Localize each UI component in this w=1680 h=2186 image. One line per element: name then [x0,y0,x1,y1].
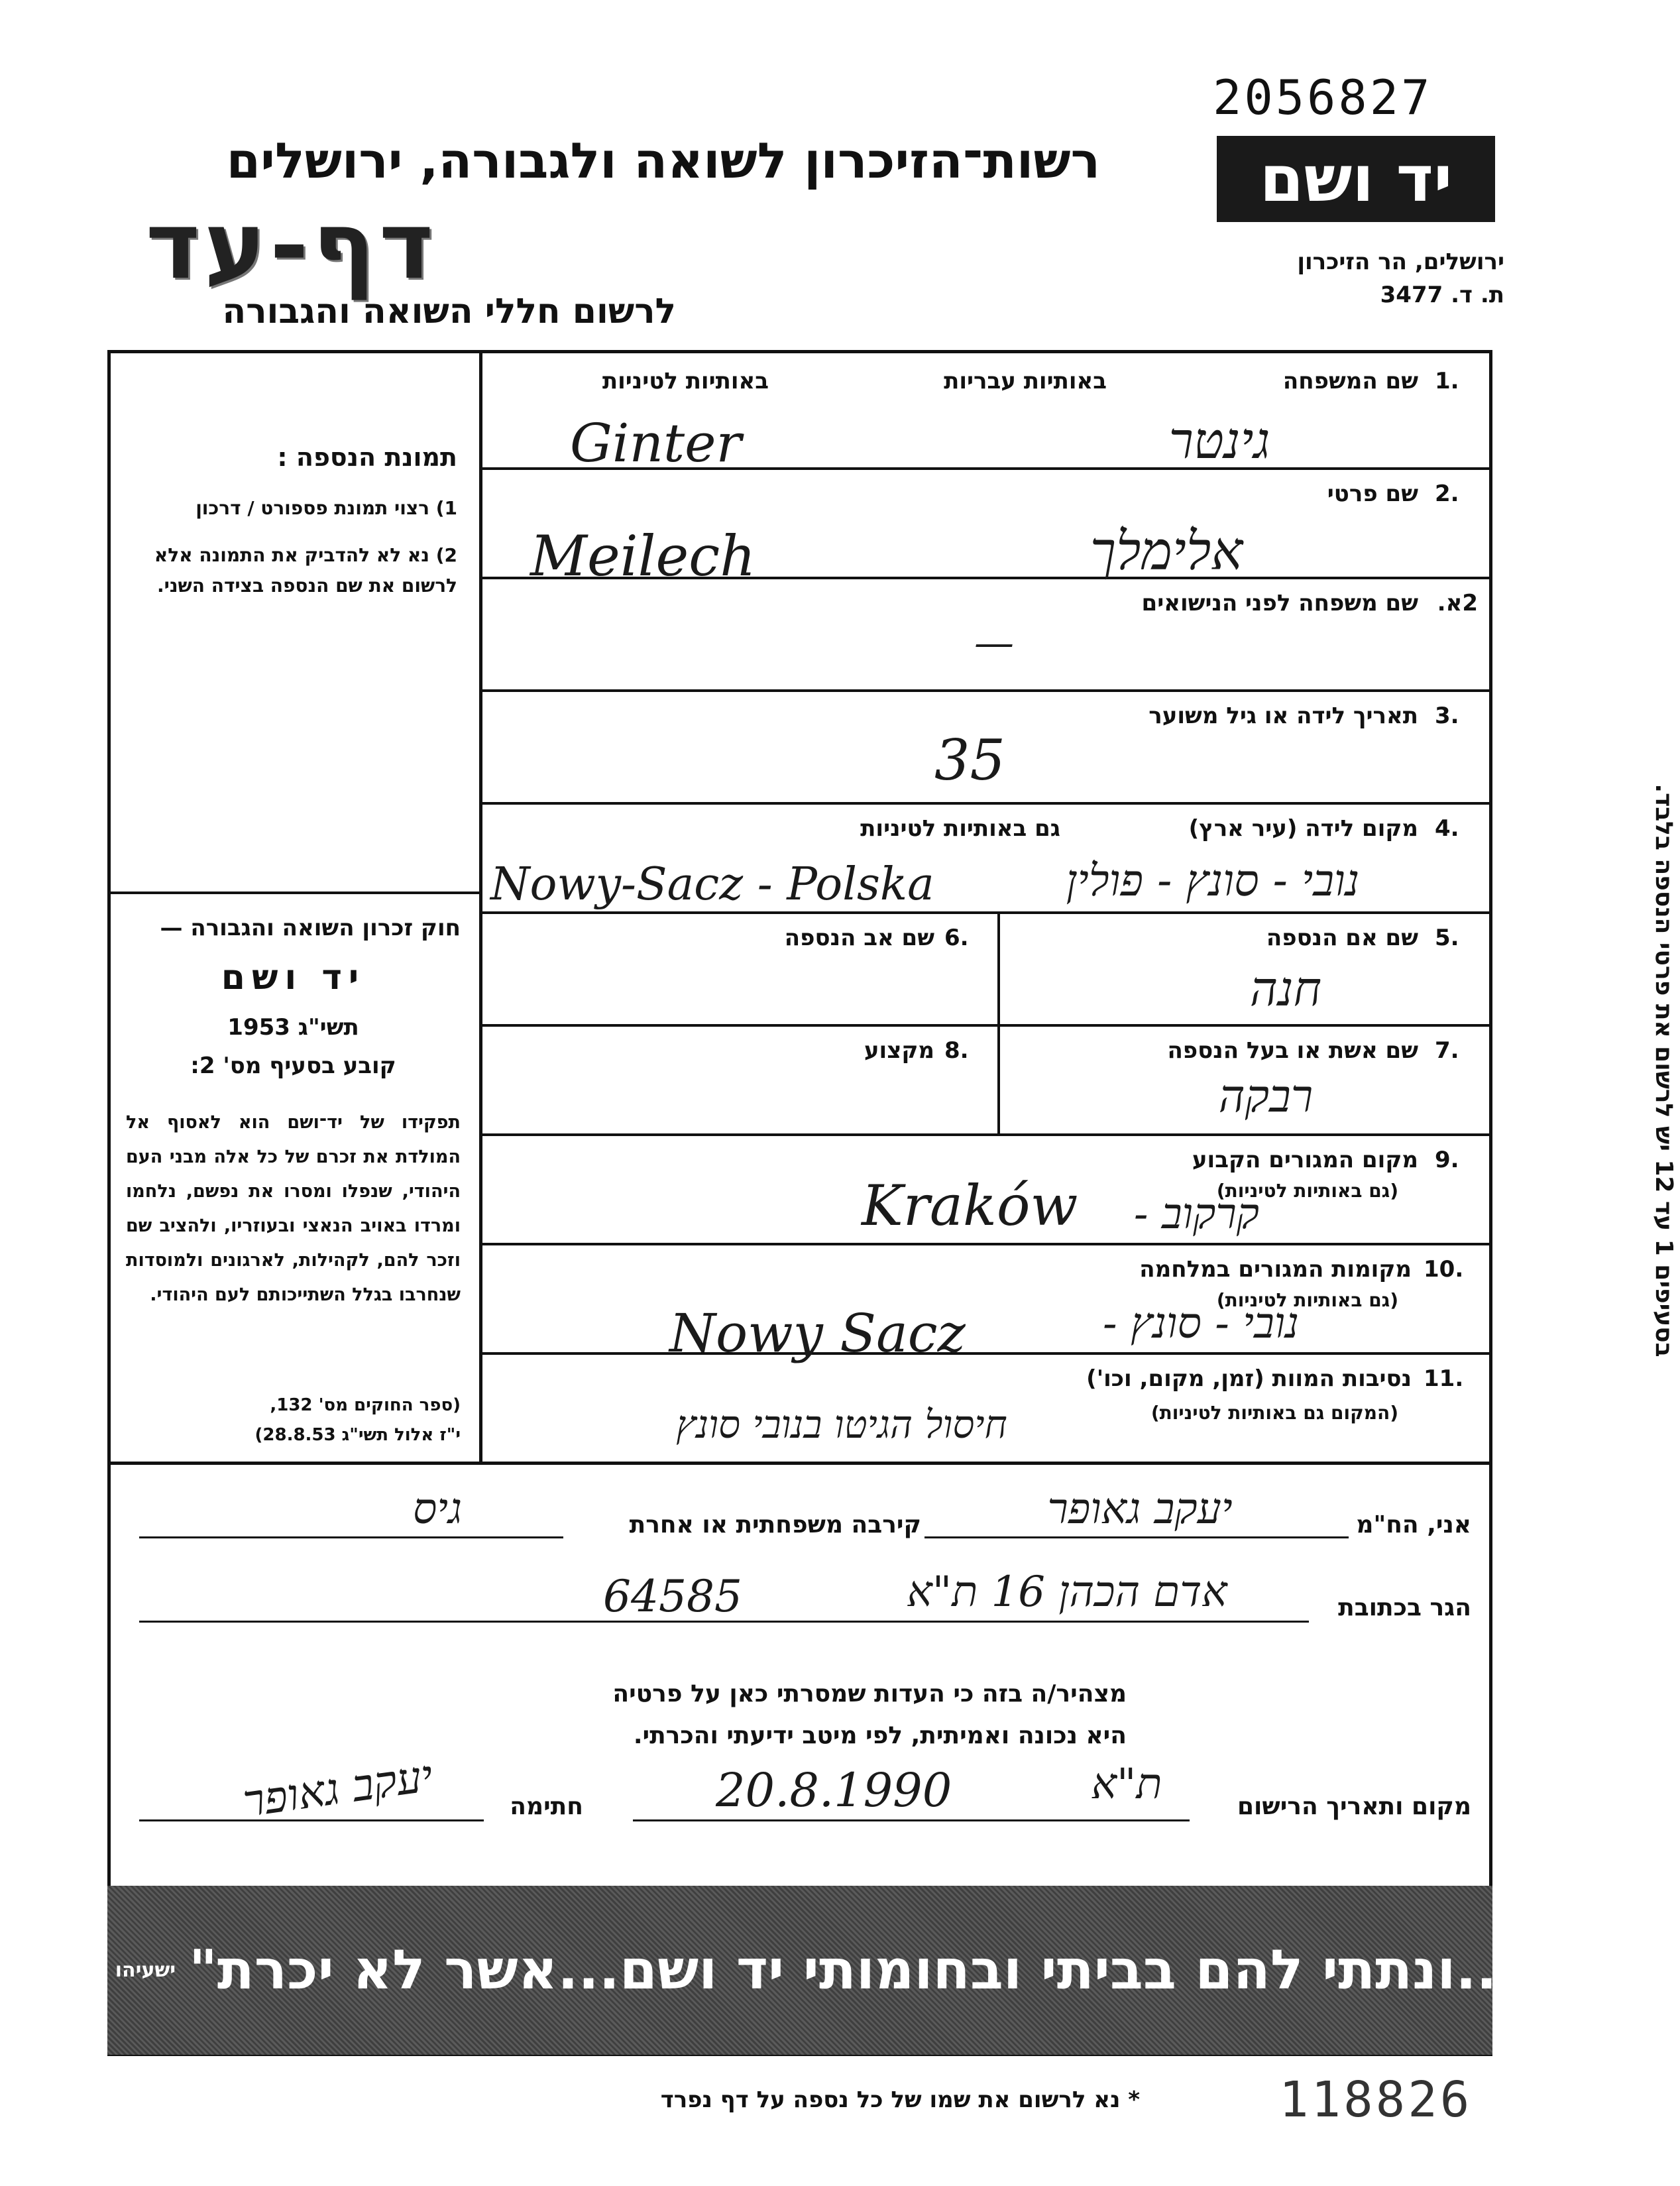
field-3-label: תאריך לידה או גיל משוער [1148,703,1418,729]
signature-label: חתימה [510,1793,583,1820]
field-2a-number: 2א. [1437,590,1478,616]
address-value[interactable]: אדם הכהן 16 ת"א [907,1568,1227,1617]
law-year: תשי"ג 1953 [227,1014,359,1041]
field-1-hebrew-header: באותיות עבריות [944,368,1107,394]
serial-number: 2056827 [1213,70,1433,125]
field-2a-value[interactable]: — [974,620,1014,666]
law-title: חוק זכרון השואה והגבורה — [160,915,461,941]
column-divider [479,350,482,1465]
signature-value[interactable]: יעקב גאופר [239,1750,436,1827]
row-sep [479,1243,1492,1245]
photo-item-2: 2) נא לא להדביק את התמונה אלא לרשום את שם הנספה בצידה השני. [154,544,457,597]
field-11-number: 11. [1424,1365,1464,1392]
field-10-number: 10. [1424,1256,1464,1283]
field-10-latin-value[interactable]: Nowy Sacz [669,1302,966,1364]
place-date-line [633,1819,1190,1821]
date-value[interactable]: 20.8.1990 [716,1763,952,1817]
row-sep [479,1024,1492,1027]
left-column-divider [107,892,482,894]
banner-quote: "...ונתתי להם בביתי ובחומותי יד ושם...אשר לא יכרת" [189,1939,1546,2002]
field-5-number: 5. [1435,925,1459,951]
field-9-latin-value[interactable]: Kraków [862,1173,1078,1238]
field-11-value[interactable]: חיסול הגיטו בנובי סונץ [676,1402,1007,1447]
address-line: ירושלים, הר הזיכרון [1297,249,1504,275]
form-subtitle: לרשום חללי השואה והגבורה [222,292,676,331]
logo-text: יד ושם [1259,142,1453,216]
photo-title: תמונת הנספה : [277,443,457,472]
field-9-note: (גם באותיות לטיניות) [1216,1180,1398,1202]
row-split [997,911,1000,1133]
fields-bottom-divider [107,1462,1492,1465]
row-sep [479,689,1492,692]
field-11-note: (המקום גם באותיות לטיניות) [1150,1402,1398,1424]
row-sep [479,1133,1492,1136]
field-9-label: מקום המגורים הקבוע [1192,1147,1418,1173]
law-source-1: (ספר החוקים מס' 132, [270,1395,461,1415]
field-1-latin-value[interactable]: Ginter [570,412,742,474]
relation-label: קירבה משפחתית או אחרת [629,1511,921,1538]
field-2-number: 2. [1435,481,1459,507]
field-1-latin-header: באותיות לטיניות [602,368,769,394]
field-4-number: 4. [1435,815,1459,842]
field-1-label: שם המשפחה [1282,368,1418,394]
po-box: ת. ד. 3477 [1380,282,1504,308]
law-source-2: י"ז אלול תשי"ג 28.8.53) [254,1425,461,1445]
place-date-label: מקום ותאריך הרישום [1237,1793,1471,1820]
field-4-hebrew-value[interactable]: נובי - סונץ - פולין [1066,855,1360,906]
field-3-value[interactable]: 35 [934,728,1005,793]
declarant-value[interactable]: יעקב גאופר [1047,1485,1233,1534]
place-value[interactable]: ת"א [1091,1760,1162,1809]
declarant-label: אני, הח"מ [1356,1511,1471,1538]
field-8-number: 8. [944,1037,969,1064]
field-2-label: שם פרטי [1327,481,1418,507]
footer-note: * נא לרשום את שמו של כל נספה על דף נפרד [660,2087,1140,2113]
field-5-value[interactable]: חנה [1249,961,1322,1017]
field-10-note: (גם באותיות לטיניות) [1216,1289,1398,1311]
quote-banner [54,1886,1546,2055]
field-7-number: 7. [1435,1037,1459,1064]
field-7-value[interactable]: רבקה [1218,1070,1314,1123]
signature-line [139,1819,484,1821]
field-6-number: 6. [944,925,969,951]
statement-line-2: היא נכונה ואמיתית, לפי מיטב ידיעתי והכרתי. [633,1722,1127,1749]
law-name: יד ושם [221,958,366,998]
relation-line [139,1536,563,1538]
field-2a-label: שם משפחה לפני הנישואים [1141,590,1418,616]
field-9-hebrew-value[interactable]: קרקוב - [1133,1190,1259,1239]
field-8-label: מקצוע [864,1037,934,1064]
form-title: דף-עד [145,192,438,300]
field-1-hebrew-value[interactable]: גינטר [1168,411,1270,470]
row-sep [479,802,1492,805]
field-7-label: שם אשת או בעל הנספה [1167,1037,1418,1064]
field-2-latin-value[interactable]: Meilech [530,524,756,589]
field-10-label: מקומות המגורים במלחמה [1139,1256,1412,1283]
field-1-number: 1. [1435,368,1459,394]
side-note: בסעיפים 1 עד 12 יש לרשום את פרטי הנספה בלבד. [1650,783,1677,1357]
field-4-latin-value[interactable]: Nowy-Sacz - Polska [490,858,934,911]
field-11-label: נסיבות המוות (זמן, מקום, וכו') [1086,1365,1412,1392]
banner-source: ישעיהו נ"ו, ה [54,1959,176,1982]
field-6-label: שם אב הנספה [784,925,934,951]
field-9-number: 9. [1435,1147,1459,1173]
row-sep [479,1352,1492,1355]
field-4-latin-note: גם באותיות לטיניות [860,815,1060,842]
field-2-hebrew-value[interactable]: אלימלך [1090,520,1243,582]
field-5-label: שם אם הנספה [1266,925,1418,951]
field-3-number: 3. [1435,703,1459,729]
law-body: תפקידו של יד־ושם הוא לאסוף אל המולדת את זכרם של כל אלה מבני העם היהודי, שנפלו ומסרו את נפשם, נלחמו ומרדו באויב הנאצי ובעוזריו, ולהציב שם וזכר להם, לקהילות, לארגונים ולמוסדות שנחרבו בגלל השתייכותם לעם היהודי. [126,1112,461,1305]
statement-line-1: מצהיר/ה בזה כי העדות שמסרתי כאן על פרטיה [612,1680,1127,1707]
footer-number: 118826 [1279,2071,1473,2128]
field-10-hebrew-value[interactable]: נובי - סונץ - [1102,1299,1299,1348]
authority-name: רשות־הזיכרון לשואה ולגבורה, ירושלים [226,133,1100,190]
row-sep [479,911,1492,914]
photo-item-1: 1) רצוי תמונת פספורט / דרכון [196,497,457,519]
law-clause: קובע בסעיף מס' 2: [190,1053,396,1079]
yad-vashem-logo [1217,136,1495,222]
relation-value[interactable]: גיס [412,1485,463,1534]
address-label: הגר בכתובת [1338,1594,1471,1621]
address-zip[interactable]: 64585 [603,1571,742,1622]
field-4-label: מקום לידה (עיר ארץ) [1188,815,1418,842]
declarant-line [924,1536,1349,1538]
